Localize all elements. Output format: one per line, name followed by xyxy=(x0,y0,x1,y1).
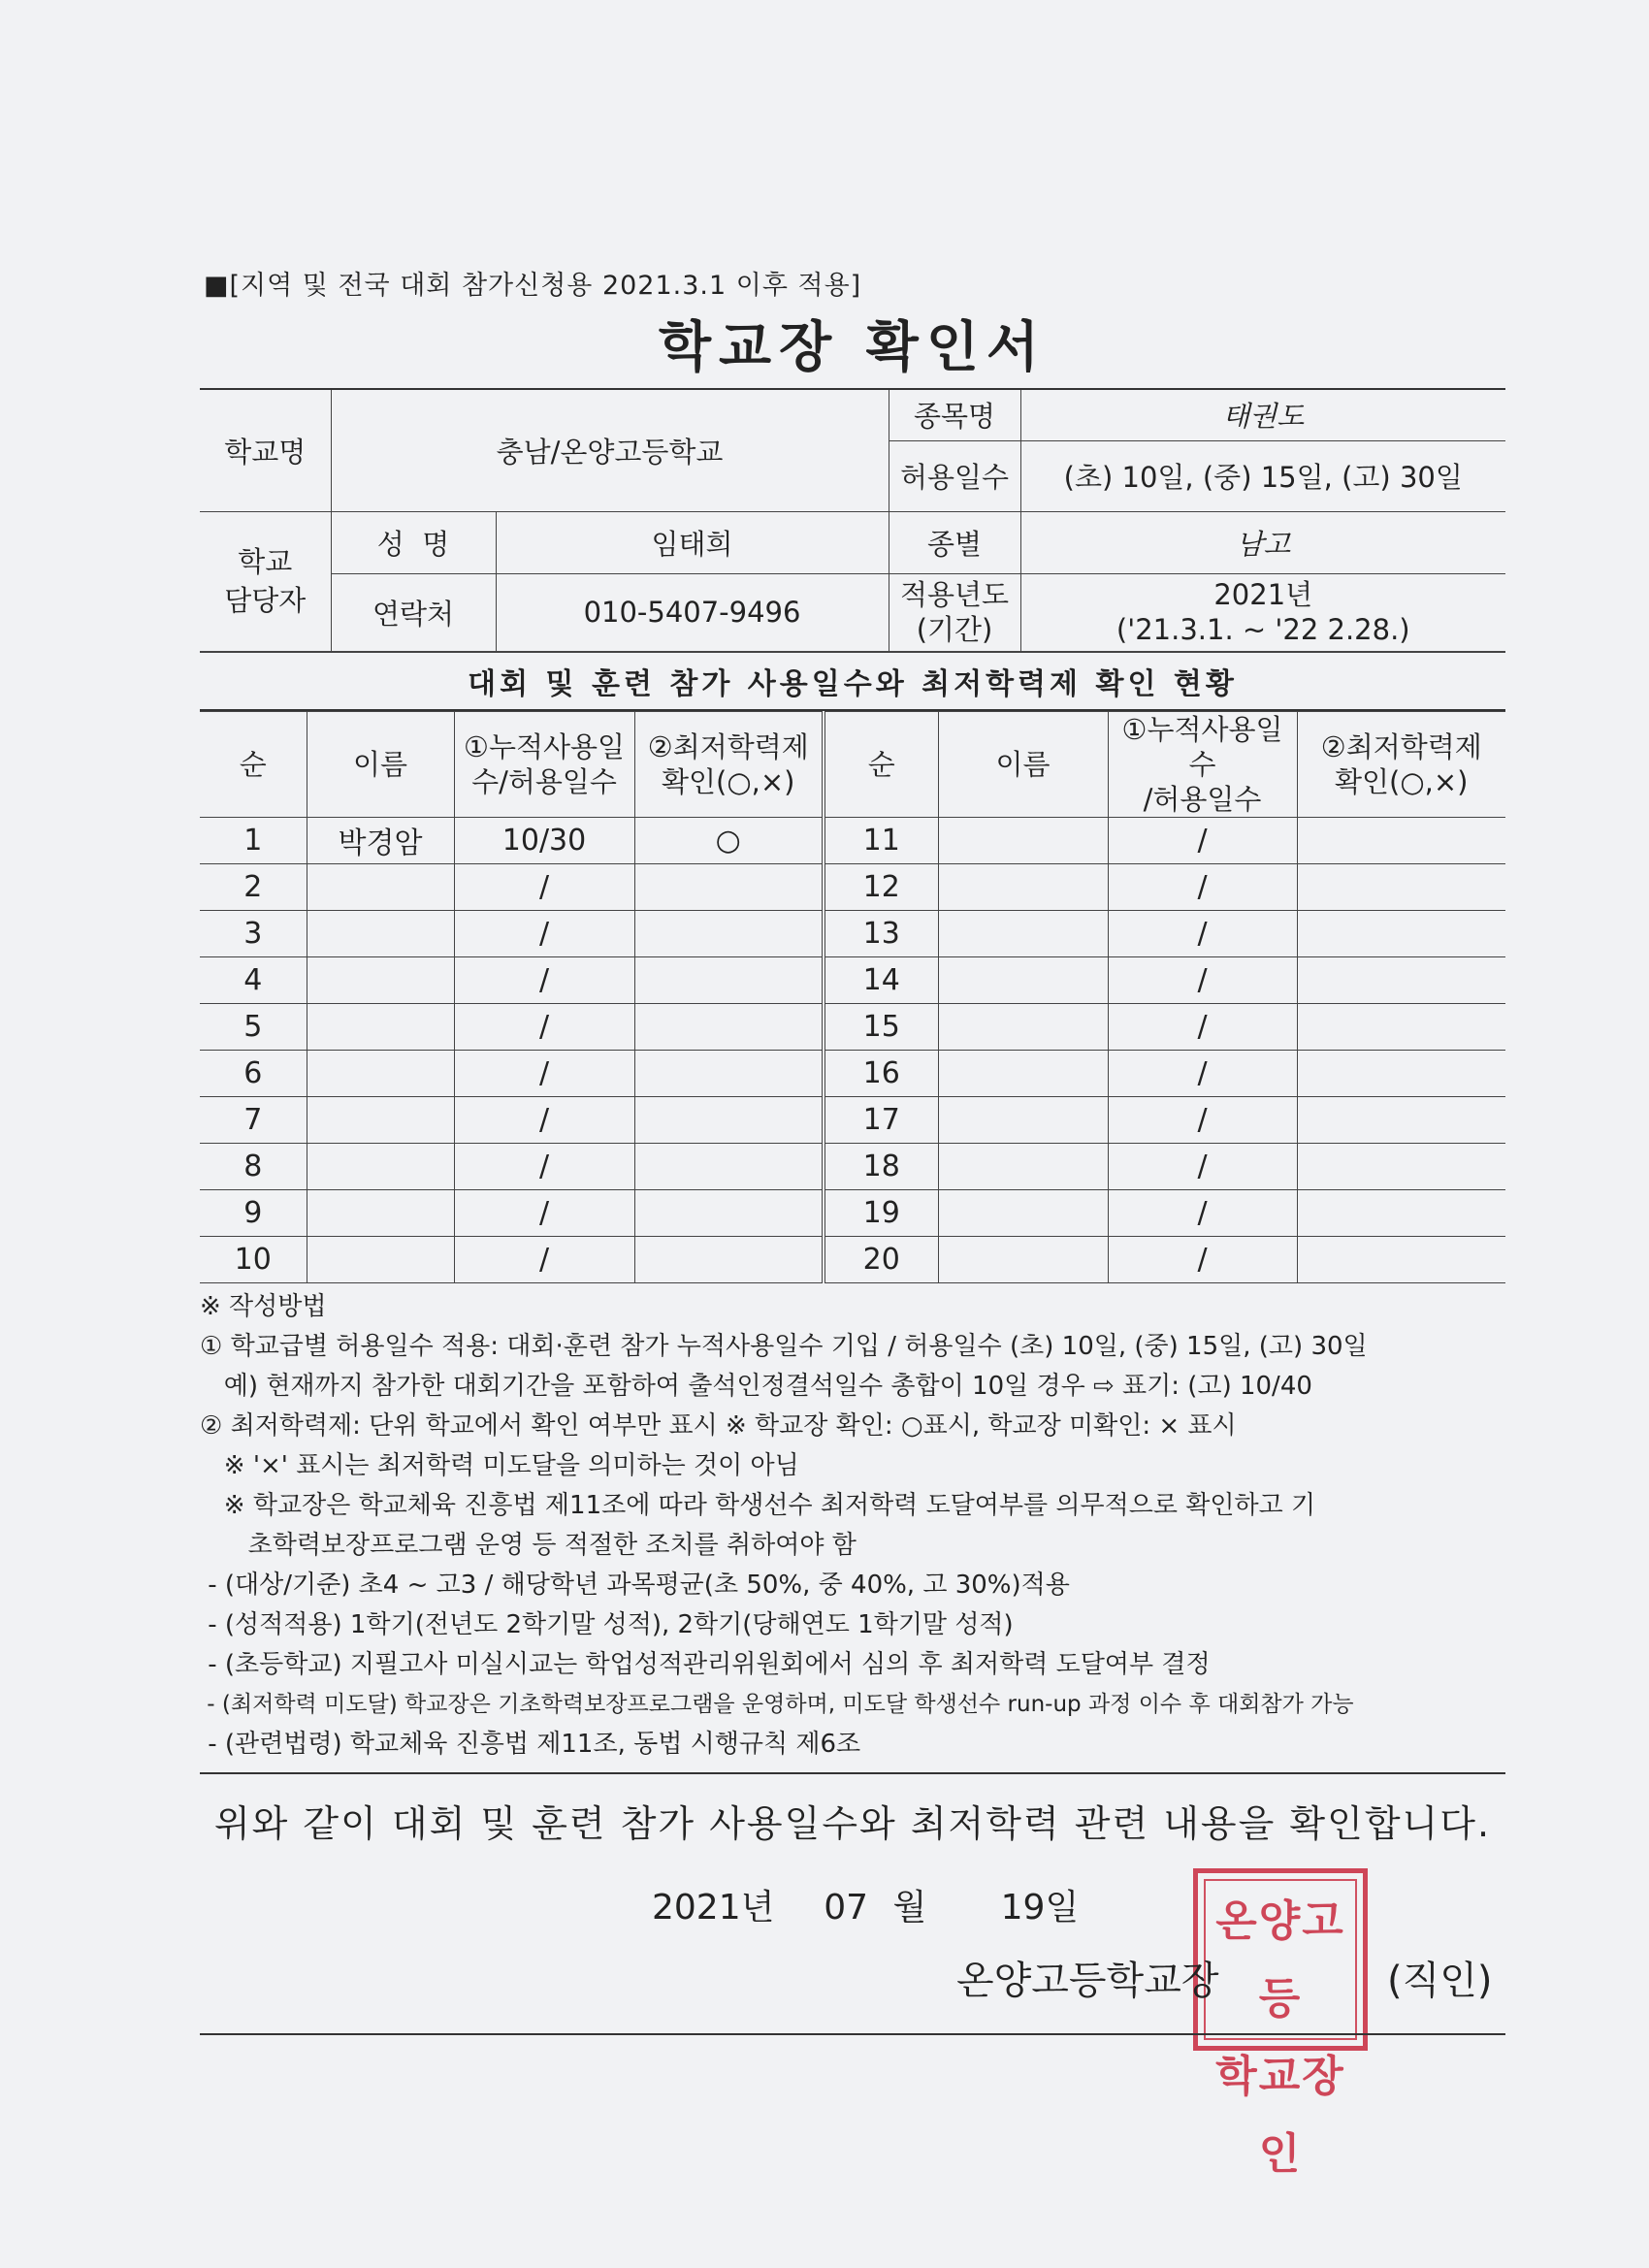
academic-check xyxy=(634,1189,824,1236)
academic-check xyxy=(1297,956,1505,1003)
academic-check xyxy=(634,1096,824,1143)
athlete-name xyxy=(307,1236,454,1282)
athlete-name xyxy=(938,1189,1108,1236)
athlete-table xyxy=(200,711,1505,1283)
days-used: / xyxy=(454,1003,634,1050)
manager-label: 학교 담당자 xyxy=(200,511,331,651)
days-used: / xyxy=(1108,817,1297,863)
school-value: 충남/온양고등학교 xyxy=(331,389,889,511)
academic-check xyxy=(1297,910,1505,956)
row-number: 14 xyxy=(824,956,938,1003)
sport-value: 태권도 xyxy=(1020,389,1505,440)
table-row xyxy=(200,817,1505,863)
athlete-name xyxy=(307,1189,454,1236)
row-number: 7 xyxy=(200,1096,307,1143)
col-header-days-2: ①누적사용일수 /허용일수 xyxy=(1108,711,1297,817)
days-used: / xyxy=(454,863,634,910)
instruction-line: - (대상/기준) 초4 ~ 고3 / 해당학년 과목평균(초 50%, 중 40%, 고 30%)적용 xyxy=(200,1570,1070,1600)
row-number: 1 xyxy=(200,817,307,863)
school-label: 학교명 xyxy=(200,389,331,511)
athlete-name xyxy=(938,1236,1108,1282)
days-used: / xyxy=(454,1050,634,1096)
academic-check xyxy=(634,1050,824,1096)
academic-check xyxy=(1297,1143,1505,1189)
signature-date: 2021년 07 월 19일 xyxy=(652,1888,1080,1928)
days-used: / xyxy=(454,1189,634,1236)
athlete-name xyxy=(307,1096,454,1143)
academic-check xyxy=(634,910,824,956)
athlete-name xyxy=(938,1143,1108,1189)
period-value xyxy=(1020,573,1505,651)
col-header-check-2: ②최저학력제 확인(○,×) xyxy=(1297,711,1505,817)
sport-label: 종목명 xyxy=(889,389,1020,440)
col-header-check-1: ②최저학력제 확인(○,×) xyxy=(634,711,824,817)
athlete-name xyxy=(307,1050,454,1096)
instruction-line: ※ 작성방법 xyxy=(200,1291,327,1321)
col-header-days-1: ①누적사용일 수/허용일수 xyxy=(454,711,634,817)
row-number: 9 xyxy=(200,1189,307,1236)
table-row xyxy=(200,956,1505,1003)
athlete-name xyxy=(938,817,1108,863)
days-used: / xyxy=(1108,910,1297,956)
contact-label: 연락처 xyxy=(331,573,496,651)
instruction-line: 예) 현재까지 참가한 대회기간을 포함하여 출석인정결석일수 총합이 10일 경우 ⇨ 표기: (고) 10/40 xyxy=(200,1371,1312,1401)
days-used: / xyxy=(454,1096,634,1143)
days-used: 10/30 xyxy=(454,817,634,863)
instruction-line: - (성적적용) 1학기(전년도 2학기말 성적), 2학기(당해연도 1학기말 성적) xyxy=(200,1609,1014,1639)
table-header-row xyxy=(200,711,1505,817)
days-used: / xyxy=(1108,1096,1297,1143)
athlete-name xyxy=(307,910,454,956)
athlete-name xyxy=(938,1003,1108,1050)
table-row xyxy=(200,1236,1505,1282)
col-header-name-2: 이름 xyxy=(938,711,1108,817)
instruction-line: 초학력보장프로그램 운영 등 적절한 조치를 취하여야 함 xyxy=(200,1530,857,1560)
closing-statement: 위와 같이 대회 및 훈련 참가 사용일수와 최저학력 관련 내용을 확인합니다. xyxy=(213,1801,1492,1845)
instruction-line: - (초등학교) 지필고사 미실시교는 학업성적관리위원회에서 심의 후 최저학력 도달여부 결정 xyxy=(200,1649,1211,1679)
academic-check xyxy=(634,863,824,910)
row-number: 8 xyxy=(200,1143,307,1189)
row-number: 20 xyxy=(824,1236,938,1282)
days-used: / xyxy=(1108,1050,1297,1096)
days-used: / xyxy=(1108,956,1297,1003)
period-label: 적용년도 (기간) xyxy=(889,573,1020,651)
athlete-name xyxy=(938,956,1108,1003)
row-number: 17 xyxy=(824,1096,938,1143)
days-used: / xyxy=(454,1236,634,1282)
academic-check xyxy=(634,1143,824,1189)
col-header-no-2: 순 xyxy=(824,711,938,817)
instruction-line: ※ 학교장은 학교체육 진흥법 제11조에 따라 학생선수 최저학력 도달여부를 의무적으로 확인하고 기 xyxy=(200,1490,1316,1520)
academic-check xyxy=(1297,1236,1505,1282)
instruction-line: ② 최저학력제: 단위 학교에서 확인 여부만 표시 ※ 학교장 확인: ○표시, 학교장 미확인: × 표시 xyxy=(200,1410,1237,1441)
contact-value: 010-5407-9496 xyxy=(496,573,889,651)
academic-check xyxy=(634,1003,824,1050)
academic-check xyxy=(1297,1050,1505,1096)
table-row xyxy=(200,1143,1505,1189)
bottom-divider xyxy=(200,2033,1505,2035)
section-header xyxy=(200,652,1505,711)
row-number: 13 xyxy=(824,910,938,956)
signer-name: 온양고등학교장 xyxy=(956,1959,1219,2003)
page-title: 학교장 확인서 xyxy=(658,316,1048,379)
row-number: 10 xyxy=(200,1236,307,1282)
instructions xyxy=(200,1287,1505,1774)
academic-check xyxy=(1297,1189,1505,1236)
academic-check xyxy=(1297,1096,1505,1143)
athlete-name xyxy=(307,1143,454,1189)
academic-check xyxy=(634,956,824,1003)
info-table xyxy=(200,388,1505,652)
category-value: 남고 xyxy=(1020,511,1505,573)
athlete-name xyxy=(307,863,454,910)
days-used: / xyxy=(1108,1003,1297,1050)
allowed-days-value: (초) 10일, (중) 15일, (고) 30일 xyxy=(1020,440,1505,511)
row-number: 4 xyxy=(200,956,307,1003)
days-used: / xyxy=(1108,1236,1297,1282)
table-row xyxy=(200,1003,1505,1050)
academic-check xyxy=(634,1236,824,1282)
days-used: / xyxy=(454,1143,634,1189)
period-range: ('21.3.1. ~ '22 2.28.) xyxy=(1116,613,1410,646)
document xyxy=(200,262,1505,2179)
seal-text-line-2: 학교장인 xyxy=(1215,2052,1345,2179)
athlete-name xyxy=(307,956,454,1003)
row-number: 18 xyxy=(824,1143,938,1189)
col-header-no-1: 순 xyxy=(200,711,307,817)
period-year: 2021년 xyxy=(1213,578,1313,611)
row-number: 16 xyxy=(824,1050,938,1096)
row-number: 15 xyxy=(824,1003,938,1050)
form-subtitle: ■[지역 및 전국 대회 참가신청용 2021.3.1 이후 적용] xyxy=(204,271,862,301)
table-row xyxy=(200,1189,1505,1236)
table-row xyxy=(200,910,1505,956)
instruction-line: ※ '×' 표시는 최저학력 미도달을 의미하는 것이 아님 xyxy=(200,1450,799,1480)
table-row xyxy=(200,1096,1505,1143)
athlete-name xyxy=(307,1003,454,1050)
name-label: 성 명 xyxy=(331,511,496,573)
athlete-name xyxy=(938,863,1108,910)
days-used: / xyxy=(1108,1143,1297,1189)
name-value: 임태희 xyxy=(496,511,889,573)
table-row xyxy=(200,863,1505,910)
athlete-name: 박경암 xyxy=(307,817,454,863)
row-number: 12 xyxy=(824,863,938,910)
table-row xyxy=(200,1050,1505,1096)
allowed-days-label: 허용일수 xyxy=(889,440,1020,511)
seal-note: (직인) xyxy=(1387,1959,1493,2003)
athlete-name xyxy=(938,1050,1108,1096)
academic-check xyxy=(1297,1003,1505,1050)
official-seal xyxy=(1193,1868,1368,2179)
seal-text-line-1: 온양고등 xyxy=(1215,1896,1345,2024)
row-number: 3 xyxy=(200,910,307,956)
academic-check: ○ xyxy=(634,817,824,863)
days-used: / xyxy=(454,910,634,956)
instruction-line: - (최저학력 미도달) 학교장은 기초학력보장프로그램을 운영하며, 미도달 학생선수 run-up 과정 이수 후 대회참가 가능 xyxy=(200,1691,1354,1717)
section-title: 대회 및 훈련 참가 사용일수와 최저학력제 확인 현황 xyxy=(200,652,1505,710)
col-header-name-1: 이름 xyxy=(307,711,454,817)
row-number: 6 xyxy=(200,1050,307,1096)
instruction-line: - (관련법령) 학교체육 진흥법 제11조, 동법 시행규칙 제6조 xyxy=(200,1729,861,1759)
athlete-name xyxy=(938,910,1108,956)
row-number: 5 xyxy=(200,1003,307,1050)
row-number: 2 xyxy=(200,863,307,910)
days-used: / xyxy=(1108,1189,1297,1236)
instruction-line: ① 학교급별 허용일수 적용: 대회·훈련 참가 누적사용일수 기입 / 허용일수 (초) 10일, (중) 15일, (고) 30일 xyxy=(200,1331,1368,1361)
category-label: 종별 xyxy=(889,511,1020,573)
academic-check xyxy=(1297,863,1505,910)
row-number: 11 xyxy=(824,817,938,863)
days-used: / xyxy=(454,956,634,1003)
row-number: 19 xyxy=(824,1189,938,1236)
athlete-name xyxy=(938,1096,1108,1143)
academic-check xyxy=(1297,817,1505,863)
days-used: / xyxy=(1108,863,1297,910)
